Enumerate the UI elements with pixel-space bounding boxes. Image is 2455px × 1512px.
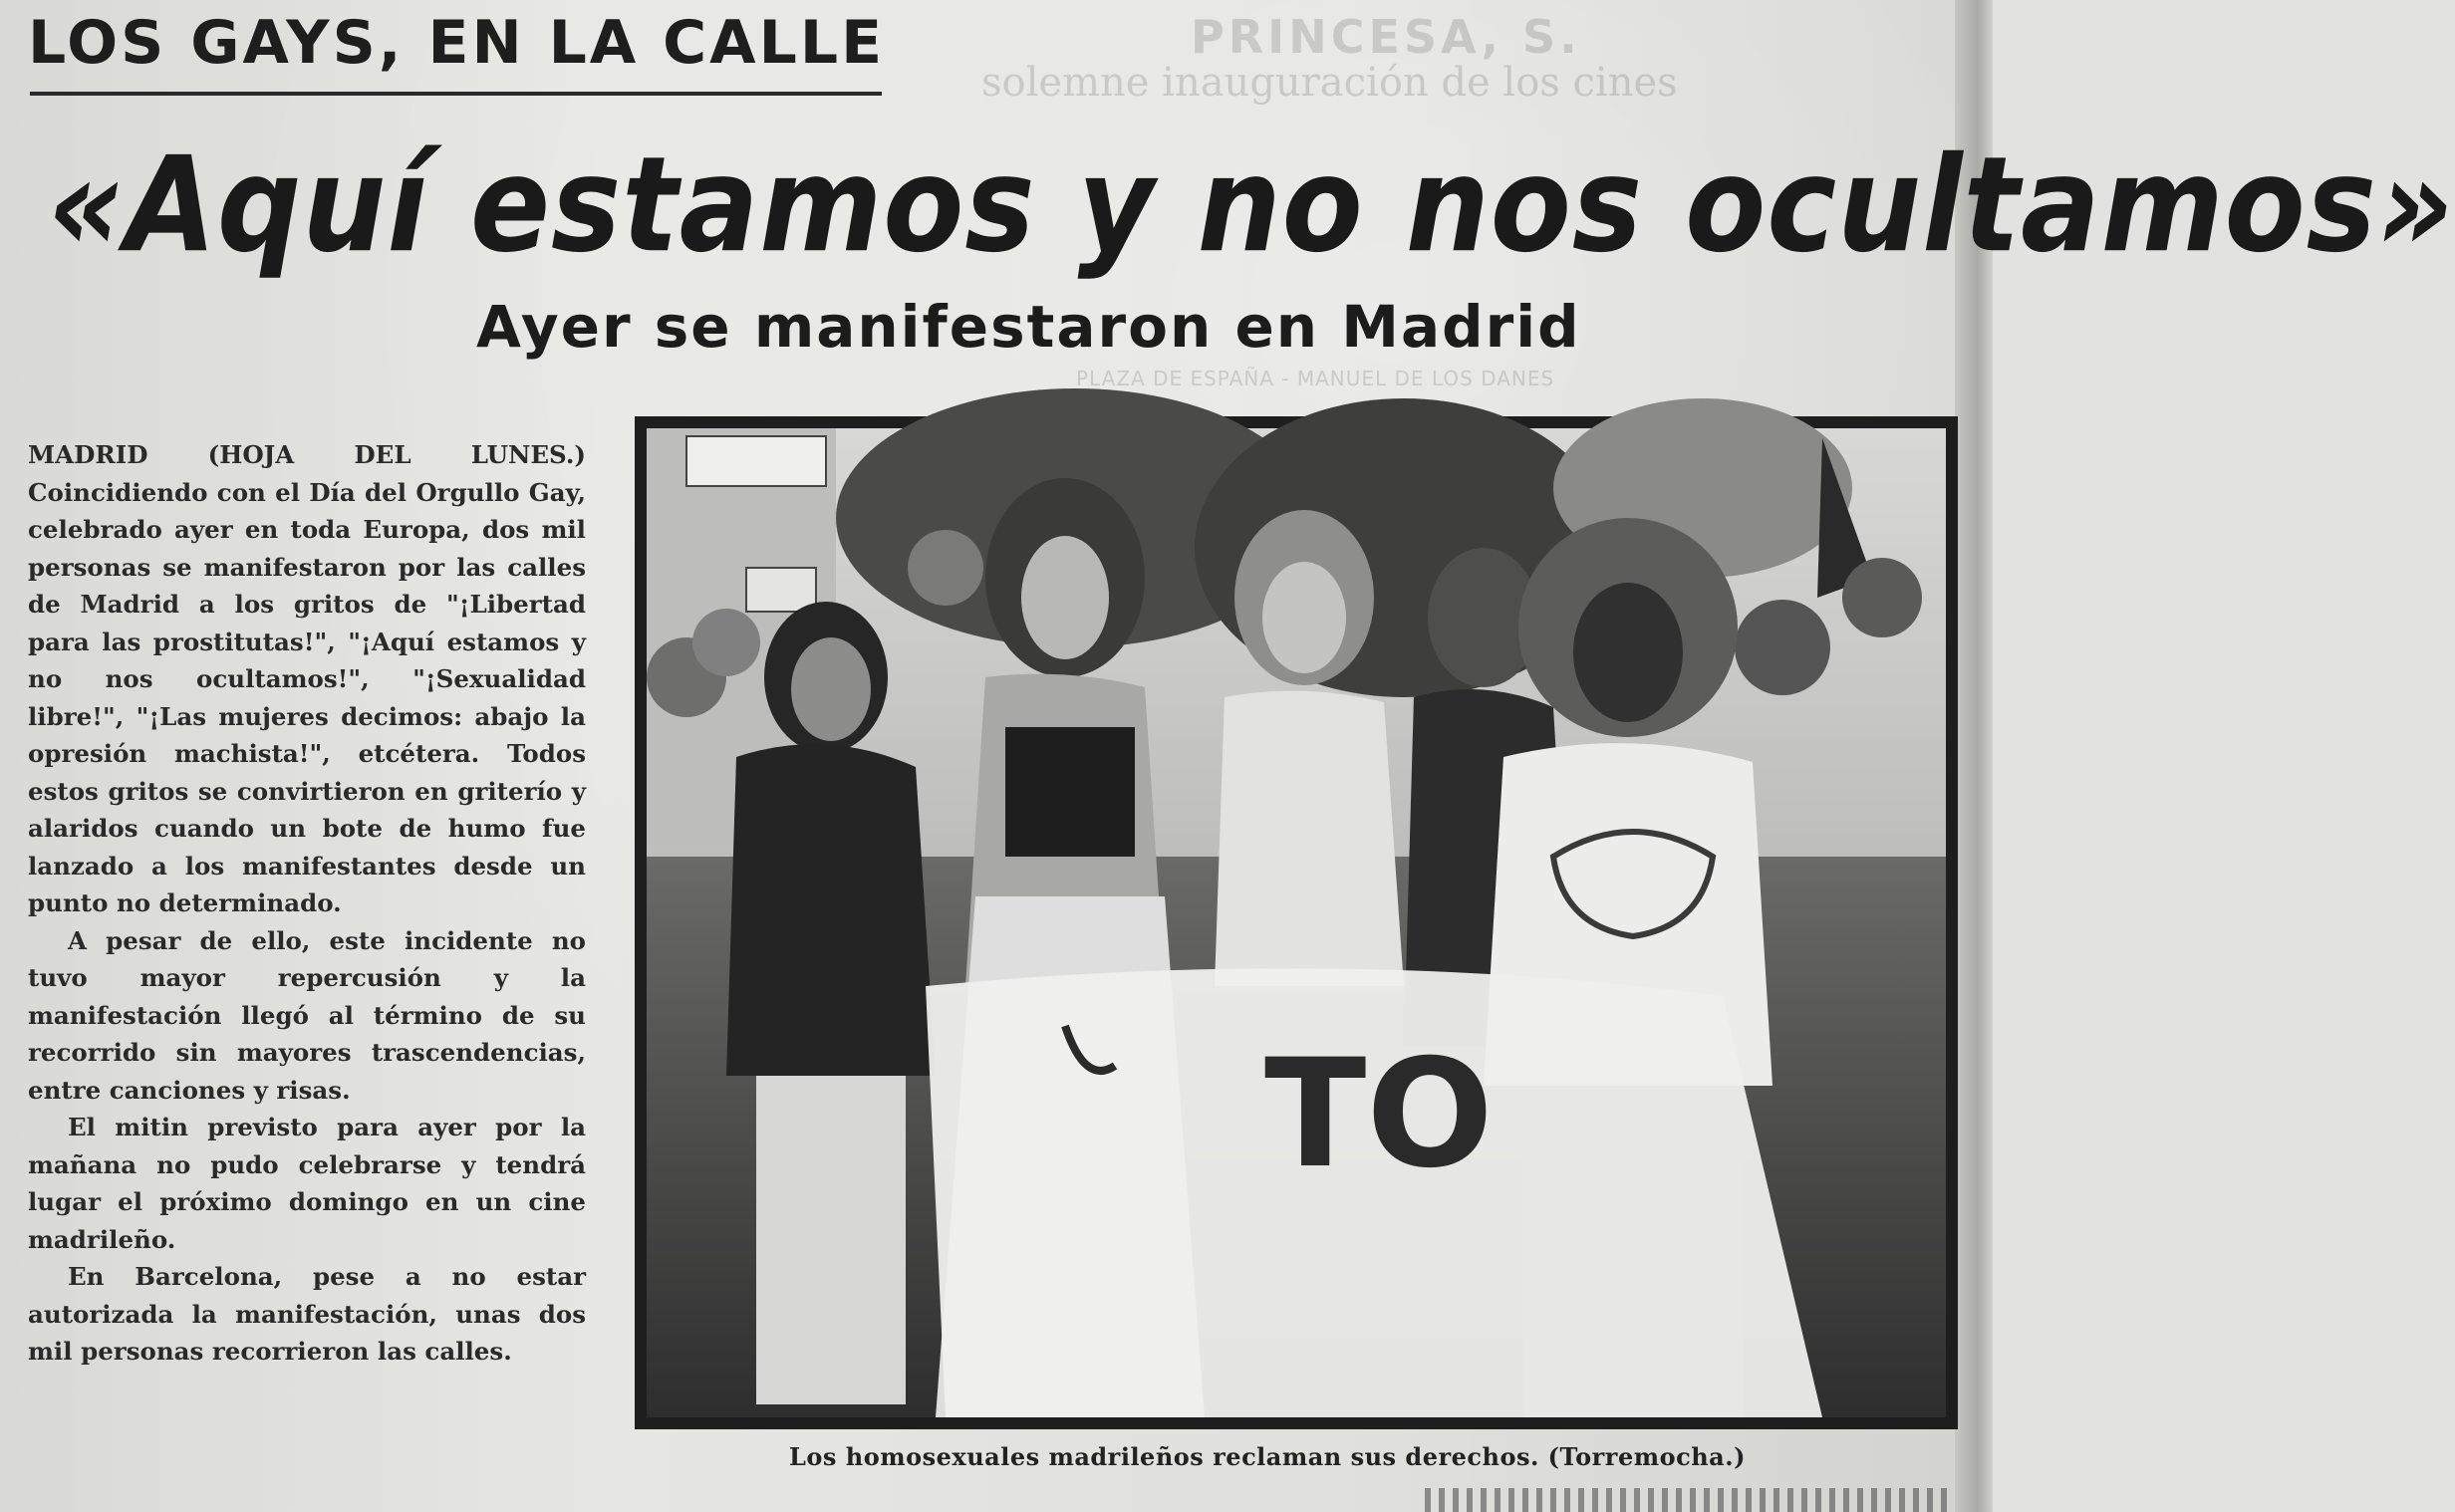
subheadline: Ayer se manifestaron en Madrid	[476, 293, 1581, 361]
headline: «Aquí estamos y no nos ocultamos»	[48, 127, 2455, 282]
bleed-through-text-3: PLAZA DE ESPAÑA - MANUEL DE LOS DANES	[1076, 367, 1555, 390]
article-paragraph-2: A pesar de ello, este incidente no tuvo mayor repercusión y la manifestación llegó al término de su recorrido sin mayores trascendencias, entre canciones y risas.	[28, 925, 586, 1105]
news-photo-illustration	[647, 428, 1946, 1417]
bleed-through-text-2: solemne inauguración de los cines	[981, 60, 1678, 106]
article-paragraph-1: MADRID (HOJA DEL LUNES.) Coincidiendo con el Día del Orgullo Gay, celebrado ayer en toda Europa, dos mil personas se manifestaron por las calles de Madrid a los gritos de "¡Libertad para las prostitutas!", "¡Aquí estamos y no nos ocultamos!", "¡Sexualidad libre!", "¡Las mujeres decimos: abajo la opresión machista!", etcétera. Todos estos gritos se convirtieron en griterío y alaridos cuando un bote de humo fue lanzado a los manifestantes desde un punto no determinado.	[28, 440, 586, 917]
page-edge-marks	[1425, 1488, 1953, 1512]
photo-caption: Los homosexuales madrileños reclaman sus derechos. (Torremocha.)	[789, 1442, 1746, 1471]
article-paragraph-3: El mitin previsto para ayer por la mañana no pudo celebrarse y tendrá lugar el próximo domingo en un cine madrileño.	[28, 1113, 586, 1254]
svg-text:TO: TO	[1264, 1028, 1494, 1201]
article-paragraph-4: En Barcelona, pese a no estar autorizada la manifestación, unas dos mil personas recorrieron las calles.	[28, 1262, 586, 1366]
article-body	[28, 436, 586, 1371]
section-divider	[30, 92, 882, 96]
section-title: LOS GAYS, EN LA CALLE	[28, 8, 886, 78]
bleed-through-text-1: PRINCESA, S.	[1191, 10, 1581, 64]
news-photo	[635, 416, 1958, 1429]
